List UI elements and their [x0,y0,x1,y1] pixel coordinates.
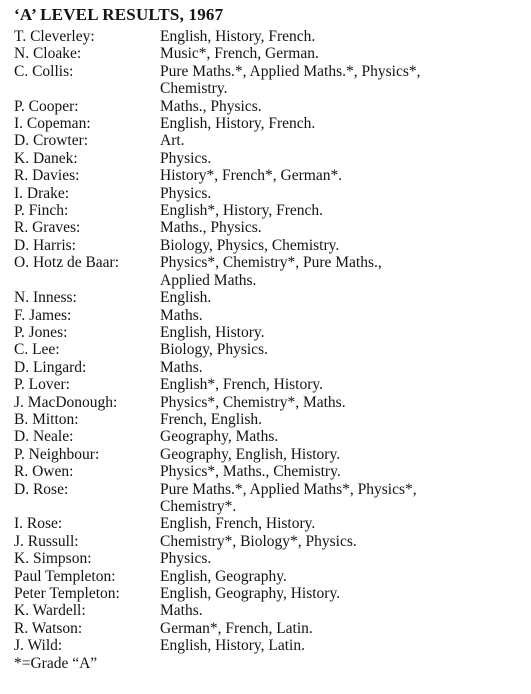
result-row [14,115,531,132]
result-row [14,446,531,463]
subject-line: Physics*, Maths., Chemistry. [160,463,341,481]
student-name: I. Copeman: [14,115,91,133]
student-name: D. Lingard: [14,358,87,376]
subject-line: Geography, Maths. [160,428,279,446]
subject-list [160,219,531,236]
result-row [14,307,531,324]
result-row [14,428,531,445]
subject-list [160,115,531,132]
student-name: T. Cleverley: [14,28,95,45]
student-name: C. Lee: [14,341,60,359]
subject-line: Pure Maths.*, Applied Maths.*, Physics*, [160,62,421,80]
subject-list [160,28,531,45]
subject-line: English, History, French. [160,28,316,45]
subject-list [160,446,531,463]
result-row [14,585,531,602]
student-name: P. Jones: [14,323,68,341]
subject-list [160,637,531,654]
student-name: R. Watson: [14,619,83,637]
subject-list [160,359,531,376]
student-name: N. Cloake: [14,45,82,63]
subject-line: Art. [160,132,185,150]
student-name: C. Collis: [14,62,74,80]
subject-line: Physics*, Chemistry*, Pure Maths., [160,254,382,272]
subject-line: English, Geography. [160,567,287,585]
student-name: D. Crowter: [14,132,89,150]
subject-list [160,341,531,358]
result-row [14,237,531,254]
results-list [14,28,531,655]
student-name: O. Hotz de Baar: [14,254,120,272]
student-name: Paul Templeton: [14,567,116,585]
result-row [14,45,531,62]
student-name: D. Neale: [14,428,74,446]
subject-line: Maths., Physics. [160,219,262,237]
subject-list [160,132,531,149]
subject-line: Chemistry*. [160,497,237,515]
subject-list [160,376,531,393]
subject-list [160,289,531,306]
subject-list [160,411,531,428]
subject-line: Music*, French, German. [160,45,319,63]
subject-line: Physics. [160,149,212,167]
subject-list [160,481,531,516]
subject-list [160,45,531,62]
student-name: D. Rose: [14,480,69,498]
subject-list [160,602,531,619]
subject-list [160,254,531,289]
subject-line: French, English. [160,410,263,428]
subject-line: Geography, English, History. [160,445,341,463]
subject-list [160,63,531,98]
subject-line: Maths. [160,358,203,376]
student-name: K. Simpson: [14,550,92,568]
subject-list [160,463,531,480]
subject-line: Maths. [160,602,203,620]
result-row [14,341,531,358]
subject-line: Chemistry. [160,80,228,98]
student-name: J. Russull: [14,532,79,550]
result-row [14,254,531,289]
student-name: K. Wardell: [14,602,86,620]
student-name: I. Rose: [14,515,63,533]
result-row [14,324,531,341]
subject-list [160,185,531,202]
result-row [14,620,531,637]
result-row [14,637,531,654]
subject-list [160,324,531,341]
subject-list [160,533,531,550]
subject-list [160,307,531,324]
subject-list [160,550,531,567]
result-row [14,568,531,585]
subject-line: English. [160,289,212,307]
subject-line: Physics. [160,550,212,568]
subject-list [160,620,531,637]
student-name: K. Danek: [14,149,78,167]
student-name: J. Wild: [14,637,63,655]
subject-list [160,515,531,532]
result-row [14,602,531,619]
student-name: P. Finch: [14,202,69,220]
subject-line: English, History, Latin. [160,637,305,655]
result-row [14,411,531,428]
subject-line: Physics. [160,184,212,202]
result-row [14,289,531,306]
result-row [14,150,531,167]
subject-line: Physics*, Chemistry*, Maths. [160,393,346,411]
subject-list [160,167,531,184]
result-row [14,132,531,149]
page-title: ‘A’ LEVEL RESULTS, 1967 [14,5,224,24]
subject-line: Maths., Physics. [160,97,262,115]
student-name: P. Cooper: [14,97,79,115]
subject-list [160,202,531,219]
subject-line: Pure Maths.*, Applied Maths*, Physics*, [160,480,417,498]
result-row [14,481,531,516]
subject-line: Biology, Physics. [160,341,268,359]
subject-line: English, French, History. [160,515,316,533]
subject-list [160,585,531,602]
result-row [14,359,531,376]
result-row [14,515,531,532]
student-name: F. James: [14,306,72,324]
student-name: I. Drake: [14,184,70,202]
result-row [14,28,531,45]
student-name: R. Davies: [14,167,80,185]
subject-line: Applied Maths. [160,271,257,289]
result-row [14,533,531,550]
result-row [14,63,531,98]
subject-line: Chemistry*, Biology*, Physics. [160,532,357,550]
subject-line: English, History, French. [160,115,316,133]
subject-line: Maths. [160,306,203,324]
result-row [14,463,531,480]
student-name: R. Owen: [14,463,74,481]
student-name: J. MacDonough: [14,393,118,411]
student-name: D. Harris: [14,236,76,254]
student-name: P. Neighbour: [14,445,100,463]
result-row [14,219,531,236]
result-row [14,202,531,219]
subject-line: History*, French*, German*. [160,167,343,185]
result-row [14,167,531,184]
subject-list [160,568,531,585]
subject-line: English, History. [160,323,265,341]
result-row [14,98,531,115]
subject-list [160,150,531,167]
student-name: P. Lover: [14,376,70,394]
student-name: N. Inness: [14,289,77,307]
result-row [14,550,531,567]
subject-line: English*, French, History. [160,376,324,394]
subject-list [160,428,531,445]
subject-list [160,394,531,411]
subject-list [160,98,531,115]
subject-line: English, Geography, History. [160,585,341,602]
subject-line: English*, History, French. [160,202,324,220]
result-row [14,394,531,411]
result-row [14,185,531,202]
student-name: R. Graves: [14,219,81,237]
subject-list [160,237,531,254]
grade-footnote: *=Grade “A” [14,654,98,672]
result-row [14,376,531,393]
student-name: Peter Templeton: [14,585,120,602]
subject-line: German*, French, Latin. [160,619,313,637]
student-name: B. Mitton: [14,410,79,428]
subject-line: Biology, Physics, Chemistry. [160,236,340,254]
